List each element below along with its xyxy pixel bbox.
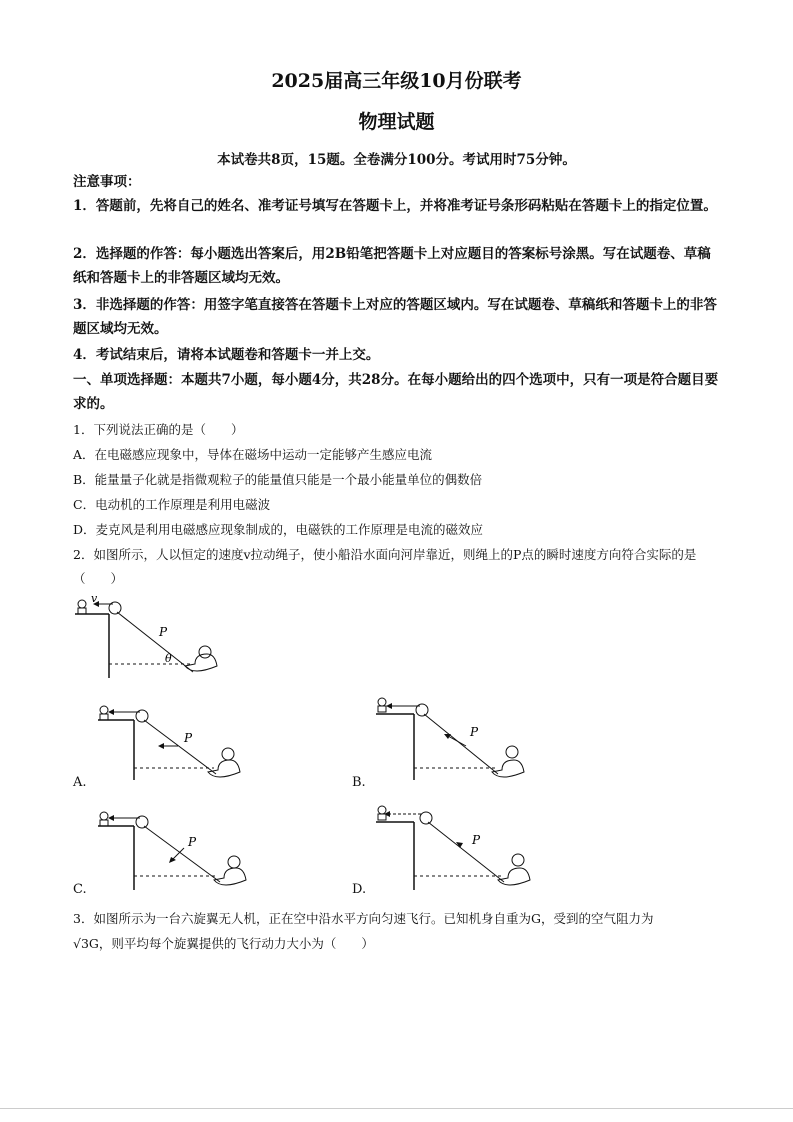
notice-item-3: 3．非选择题的作答：用签字笔直接答在答题卡上对应的答题区域内。写在试题卷、草稿纸和答题卡上的非答题区域均无效。 [73, 297, 717, 337]
paper-subject: 物理试题 [358, 111, 435, 133]
page-bottom-rule [0, 1108, 793, 1109]
q1-stem: 1．下列说法正确的是（ ） [73, 422, 244, 437]
q1-option-d: D．麦克风是利用电磁感应现象制成的，电磁铁的工作原理是电流的磁效应 [73, 522, 484, 537]
section-heading: 一、单项选择题：本题共7小题，每小题4分，共28分。在每小题给出的四个选项中，只有一项是符合题目要求的。 [73, 372, 719, 412]
q2-stem: 2．如图所示，人以恒定的速度v拉动绳子，使小船沿水面向河岸靠近，则绳上的P点的瞬时速度方向符合实际的是（ ） [73, 547, 697, 586]
point-p-label: P [472, 833, 481, 847]
option-c-label: C. [73, 882, 87, 897]
q2-option-a-figure [96, 702, 246, 782]
q2-option-b-figure [374, 694, 534, 782]
point-p-label: P [184, 731, 193, 745]
notice-item-1: 1．答题前，先将自己的姓名、准考证号填写在答题卡上，并将准考证号条形码粘贴在答题卡上的指定位置。 [73, 198, 717, 214]
point-p-label: P [188, 835, 197, 849]
option-d-label: D. [352, 882, 367, 897]
notice-item-4: 4．考试结束后，请将本试题卷和答题卡一并上交。 [73, 347, 380, 363]
theta-label: θ [165, 652, 172, 665]
q1-option-b: B．能量量子化就是指微观粒子的能量值只能是一个最小能量单位的偶数倍 [73, 472, 483, 487]
point-p-label: P [470, 725, 479, 739]
notice-item-2: 2．选择题的作答：每小题选出答案后，用2B铅笔把答题卡上对应题目的答案标号涂黑。写在试题卷、草稿纸和答题卡上的非答题区域均无效。 [73, 246, 711, 286]
option-b-label: B. [352, 775, 366, 790]
point-p-label: P [159, 625, 168, 639]
paper-title: 2025届高三年级10月份联考 [271, 70, 522, 92]
q3-stem-line1: 3．如图所示为一台六旋翼无人机，正在空中沿水平方向匀速飞行。已知机身自重为G，受到的空气阻力为 [73, 911, 654, 926]
q2-option-d-figure [374, 802, 544, 892]
paper-intro: 本试卷共8页，15题。全卷满分100分。考试用时75分钟。 [217, 152, 576, 168]
option-a-label: A. [73, 775, 87, 790]
q1-option-c: C．电动机的工作原理是利用电磁波 [73, 497, 271, 512]
q3-stem-line2: √3G，则平均每个旋翼提供的飞行动力大小为（ ） [73, 936, 374, 951]
q1-option-a: A．在电磁感应现象中，导体在磁场中运动一定能够产生感应电流 [73, 447, 433, 462]
q2-option-c-figure [96, 808, 256, 892]
velocity-label: v [91, 592, 98, 605]
notice-heading: 注意事项： [73, 174, 141, 190]
q2-main-figure [73, 592, 233, 680]
